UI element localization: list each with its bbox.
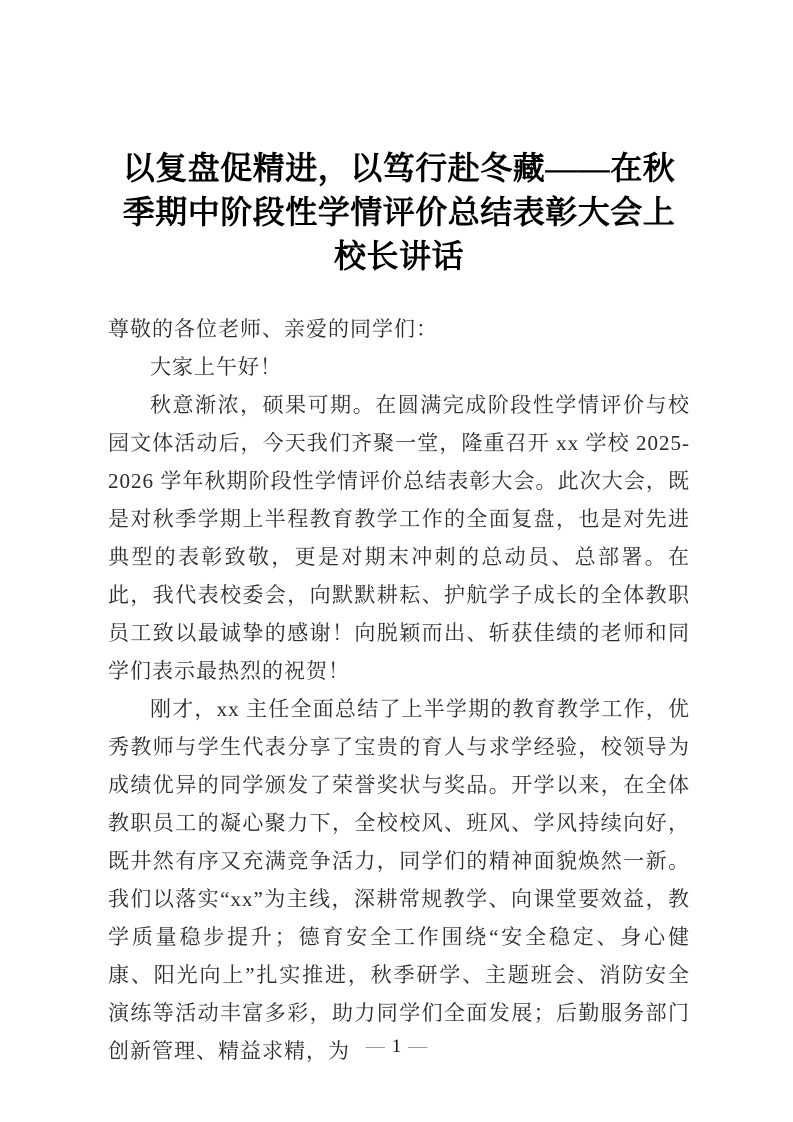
- document-title: 以复盘促精进，以笃行赴冬藏——在秋季期中阶段性学情评价总结表彰大会上校长讲话: [122, 150, 676, 274]
- opening-paragraph: 秋意渐浓，硕果可期。在圆满完成阶段性学情评价与校园文体活动后，今天我们齐聚一堂，隆重召开 xx 学校 2025-2026 学年秋期阶段性学情评价总结表彰大会。此次大会，既是对秋季学期上半程教育教学工作的全面复盘，也是对先进典型的表彰致敬，更是对期末冲刺的总动员、总部署。在此，我代表校委会，向默默耕耘、护航学子成长的全体教职员工致以最诚挚的感谢！向脱颖而出、斩获佳绩的老师和同学们表示最热烈的祝贺！: [108, 393, 690, 683]
- footer-dash-left: —: [365, 1036, 385, 1057]
- review-paragraph: 刚才，xx 主任全面总结了上半学期的教育教学工作，优秀教师与学生代表分享了宝贵的育人与求学经验，校领导为成绩优异的同学颁发了荣誉奖状与奖品。开学以来，在全体教职员工的凝心聚力下，全校校风、班风、学风持续向好，既井然有序又充满竞争活力，同学们的精神面貌焕然一新。我们以落实“xx”为主线，深耕常规教学、向课堂要效益，教学质量稳步提升；德育安全工作围绕“安全稳定、身心健康、阳光向上”扎实推进，秋季研学、主题班会、消防安全演练等活动丰富多彩，助力同学们全面发展；后勤服务部门创新管理、精益求精，为: [108, 697, 690, 1063]
- greeting-paragraph: 大家上午好！: [150, 355, 282, 379]
- footer-dash-right: —: [408, 1036, 428, 1057]
- page-number: 1: [391, 1036, 402, 1057]
- document-body: [108, 310, 690, 1070]
- salutation-line: 尊敬的各位老师、亲爱的同学们：: [108, 317, 438, 341]
- page-footer: [0, 1034, 793, 1060]
